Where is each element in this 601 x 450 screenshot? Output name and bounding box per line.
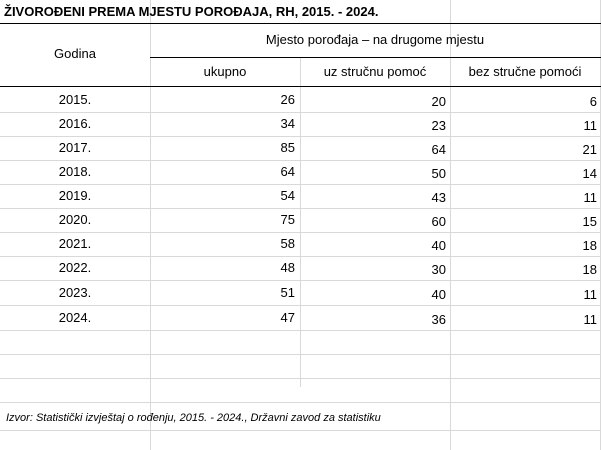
- row-divider: [0, 305, 601, 306]
- row-divider: [0, 232, 601, 233]
- row-divider: [0, 160, 601, 161]
- header-bottom-border: [0, 86, 601, 87]
- year-cell: 2019.: [58, 188, 92, 203]
- total-column-header: ukupno: [203, 64, 247, 79]
- with-help-cell: 23: [431, 118, 446, 133]
- year-cell: 2021.: [58, 236, 92, 251]
- without-help-cell: 15: [582, 214, 597, 229]
- row-divider: [0, 256, 601, 257]
- year-cell: 2020.: [58, 212, 92, 227]
- total-cell: 48: [280, 260, 295, 275]
- without-help-cell: 18: [582, 238, 597, 253]
- with-help-cell: 43: [431, 190, 446, 205]
- total-cell: 85: [280, 140, 295, 155]
- row-divider: [0, 112, 601, 113]
- row-divider: [0, 378, 601, 379]
- row-divider: [0, 330, 601, 331]
- with-help-cell: 40: [431, 287, 446, 302]
- year-column-header: Godina: [54, 46, 96, 61]
- total-cell: 47: [280, 310, 295, 325]
- row-divider: [0, 208, 601, 209]
- without-help-cell: 11: [583, 312, 597, 327]
- source-note: Izvor: Statistički izvještaj o rođenju, 2015. - 2024., Državni zavod za statistiku: [6, 412, 381, 424]
- year-cell: 2017.: [58, 140, 92, 155]
- with-help-column-header: uz stručnu pomoć: [323, 64, 427, 79]
- location-group-header: Mjesto porođaja – na drugome mjestu: [265, 32, 485, 47]
- without-help-cell: 11: [583, 118, 597, 133]
- row-divider: [0, 402, 601, 403]
- without-help-cell: 21: [582, 142, 597, 157]
- with-help-cell: 20: [431, 94, 446, 109]
- total-cell: 26: [280, 92, 295, 107]
- with-help-cell: 50: [431, 166, 446, 181]
- year-cell: 2023.: [58, 285, 92, 300]
- header-top-border: [0, 23, 601, 24]
- with-help-cell: 64: [431, 142, 446, 157]
- total-cell: 75: [280, 212, 295, 227]
- year-cell: 2015.: [58, 92, 92, 107]
- year-cell: 2018.: [58, 164, 92, 179]
- row-divider: [0, 280, 601, 281]
- with-help-cell: 36: [431, 312, 446, 327]
- row-divider: [150, 57, 601, 58]
- year-cell: 2016.: [58, 116, 92, 131]
- without-help-cell: 14: [582, 166, 597, 181]
- without-help-cell: 18: [582, 262, 597, 277]
- total-cell: 51: [280, 285, 295, 300]
- year-cell: 2024.: [58, 310, 92, 325]
- without-help-cell: 11: [583, 190, 597, 205]
- row-divider: [0, 136, 601, 137]
- row-divider: [0, 354, 601, 355]
- without-help-cell: 11: [583, 287, 597, 302]
- with-help-cell: 40: [431, 238, 446, 253]
- with-help-cell: 30: [431, 262, 446, 277]
- total-cell: 54: [280, 188, 295, 203]
- without-help-cell: 6: [589, 94, 597, 109]
- row-divider: [0, 430, 601, 431]
- without-help-column-header: bez stručne pomoći: [468, 64, 582, 79]
- total-cell: 64: [280, 164, 295, 179]
- with-help-cell: 60: [431, 214, 446, 229]
- table-title: ŽIVOROĐENI PREMA MJESTU POROĐAJA, RH, 2015. - 2024.: [4, 4, 379, 19]
- year-cell: 2022.: [58, 260, 92, 275]
- total-cell: 34: [280, 116, 295, 131]
- row-divider: [0, 184, 601, 185]
- total-cell: 58: [280, 236, 295, 251]
